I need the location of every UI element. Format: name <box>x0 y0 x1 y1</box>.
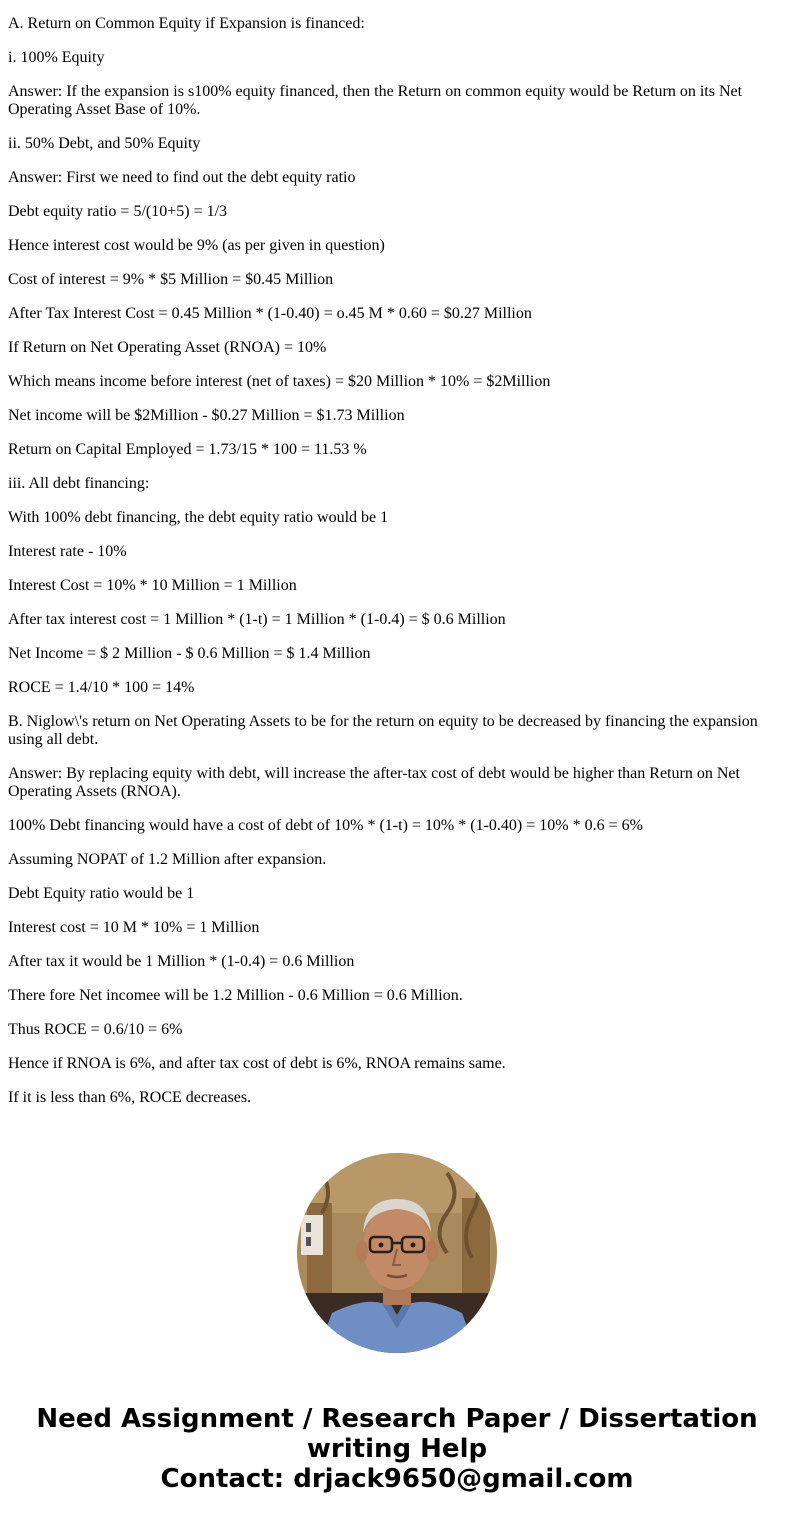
paragraph: Hence interest cost would be 9% (as per given in question) <box>8 237 385 254</box>
paragraph: ROCE = 1.4/10 * 100 = 14% <box>8 679 195 696</box>
answer-content <box>8 0 778 1123</box>
paragraph: Answer: If the expansion is s100% equity financed, then the Return on common equity would be Return on its Net Operating Asset Base of 10%. <box>8 83 743 118</box>
paragraph: A. Return on Common Equity if Expansion is financed: <box>8 15 365 32</box>
paragraph: Debt Equity ratio would be 1 <box>8 885 195 902</box>
paragraph: If Return on Net Operating Asset (RNOA) = 10% <box>8 339 327 356</box>
paragraph: Answer: First we need to find out the debt equity ratio <box>8 169 356 186</box>
paragraph: Thus ROCE = 0.6/10 = 6% <box>8 1021 183 1038</box>
promo-line: Need Assignment / Research Paper / Dissertation <box>36 1404 758 1434</box>
promo-banner <box>0 1404 794 1494</box>
paragraph: With 100% debt financing, the debt equity ratio would be 1 <box>8 509 389 526</box>
promo-line: writing Help <box>306 1434 488 1464</box>
paragraph: Hence if RNOA is 6%, and after tax cost of debt is 6%, RNOA remains same. <box>8 1055 506 1072</box>
paragraph: Which means income before interest (net of taxes) = $20 Million * 10% = $2Million <box>8 373 551 390</box>
promo-contact: Contact: drjack9650@gmail.com <box>160 1464 634 1494</box>
paragraph: After Tax Interest Cost = 0.45 Million * (1-0.40) = o.45 M * 0.60 = $0.27 Million <box>8 305 532 322</box>
paragraph: Debt equity ratio = 5/(10+5) = 1/3 <box>8 203 228 220</box>
paragraph: Cost of interest = 9% * $5 Million = $0.45 Million <box>8 271 334 288</box>
paragraph: Return on Capital Employed = 1.73/15 * 100 = 11.53 % <box>8 441 367 458</box>
paragraph: There fore Net incomee will be 1.2 Million - 0.6 Million = 0.6 Million. <box>8 987 463 1004</box>
paragraph: Answer: By replacing equity with debt, will increase the after-tax cost of debt would be higher than Return on Net Operating Assets (RNOA). <box>8 765 740 800</box>
paragraph: Net income will be $2Million - $0.27 Million = $1.73 Million <box>8 407 405 424</box>
paragraph: Assuming NOPAT of 1.2 Million after expansion. <box>8 851 327 868</box>
paragraph: B. Niglow\'s return on Net Operating Assets to be for the return on equity to be decreased by financing the expansion using all debt. <box>8 713 758 748</box>
paragraph: Interest cost = 10 M * 10% = 1 Million <box>8 919 260 936</box>
paragraph: iii. All debt financing: <box>8 475 150 492</box>
paragraph: Interest Cost = 10% * 10 Million = 1 Million <box>8 577 297 594</box>
paragraph: After tax it would be 1 Million * (1-0.4) = 0.6 Million <box>8 953 355 970</box>
paragraph: If it is less than 6%, ROCE decreases. <box>8 1089 252 1106</box>
paragraph: Interest rate - 10% <box>8 543 127 560</box>
paragraph: After tax interest cost = 1 Million * (1-t) = 1 Million * (1-0.4) = $ 0.6 Million <box>8 611 506 628</box>
paragraph: i. 100% Equity <box>8 49 105 66</box>
paragraph: Net Income = $ 2 Million - $ 0.6 Million = $ 1.4 Million <box>8 645 371 662</box>
paragraph: ii. 50% Debt, and 50% Equity <box>8 135 201 152</box>
paragraph: 100% Debt financing would have a cost of debt of 10% * (1-t) = 10% * (1-0.40) = 10% * 0.6 = 6% <box>8 817 643 834</box>
tutor-avatar <box>297 1153 497 1353</box>
